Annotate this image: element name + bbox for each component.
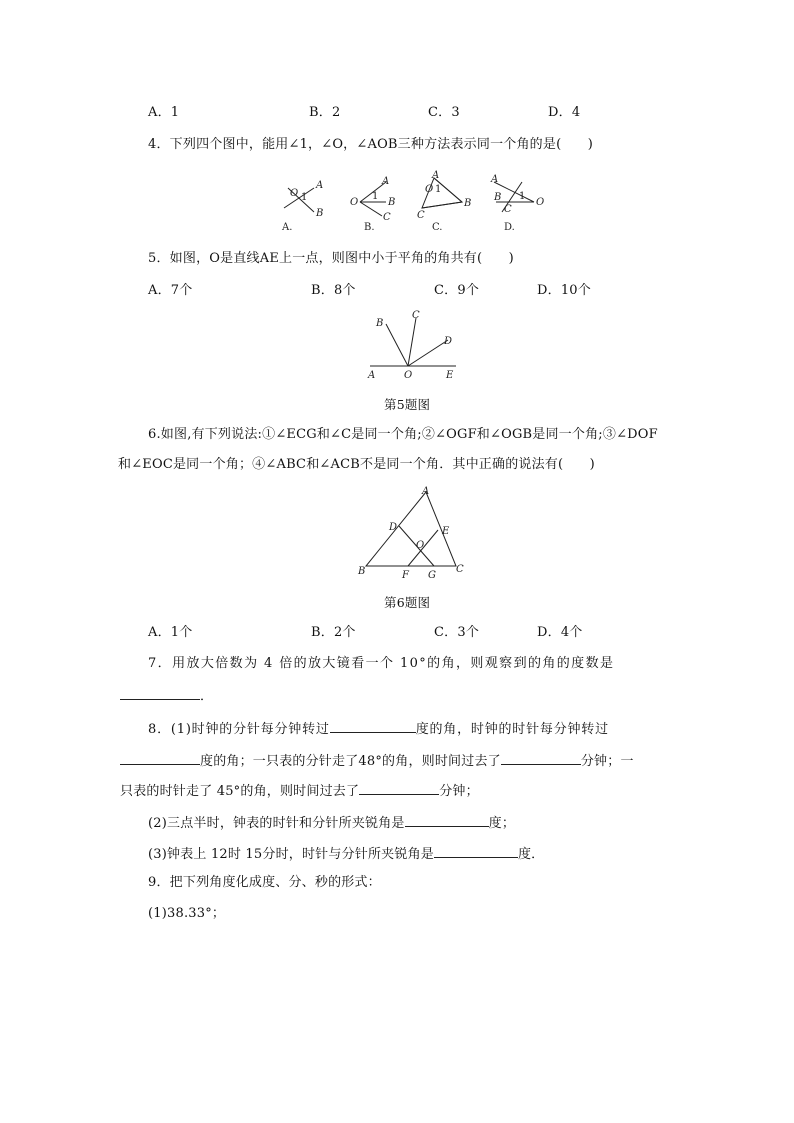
question-8-line2: 度的角；一只表的分针走了48°的角，则时间过去了 分钟；一 bbox=[120, 750, 634, 771]
svg-text:C: C bbox=[456, 564, 464, 575]
q5-option-c: C．9个 bbox=[434, 283, 480, 298]
question-4-text: 4．下列四个图中，能用∠1，∠O，∠AOB三种方法表示同一个角的是( ) bbox=[148, 137, 594, 152]
svg-text:O: O bbox=[404, 370, 413, 381]
svg-text:O: O bbox=[290, 188, 299, 199]
answer-blank[interactable] bbox=[120, 685, 200, 700]
question-6-line1: 6.如图,有下列说法:①∠ECG和∠C是同一个角;②∠OGF和∠OGB是同一个角;③∠DOF bbox=[148, 427, 658, 442]
q4-label-d: D. bbox=[504, 222, 515, 233]
svg-text:1: 1 bbox=[301, 192, 308, 203]
svg-text:A: A bbox=[422, 486, 430, 497]
svg-text:G: G bbox=[428, 570, 436, 581]
q6-option-a: A．1个 bbox=[148, 625, 193, 640]
answer-blank[interactable] bbox=[434, 843, 518, 858]
q5-option-a: A．7个 bbox=[148, 283, 193, 298]
question-9-text: 9．把下列角度化成度、分、秒的形式： bbox=[148, 875, 381, 890]
svg-text:B: B bbox=[376, 318, 384, 329]
svg-text:O: O bbox=[536, 197, 545, 208]
q4-figure-d bbox=[490, 174, 544, 215]
svg-text:O: O bbox=[425, 184, 434, 195]
q6-caption: 第6题图 bbox=[384, 595, 431, 610]
svg-text:A: A bbox=[382, 176, 390, 187]
svg-text:1: 1 bbox=[435, 184, 442, 195]
answer-blank[interactable] bbox=[359, 780, 439, 795]
svg-text:O: O bbox=[350, 197, 359, 208]
q5-caption: 第5题图 bbox=[384, 397, 431, 412]
answer-blank[interactable] bbox=[120, 750, 200, 765]
q4-figure-a bbox=[284, 180, 323, 219]
q4-label-c: C. bbox=[432, 222, 443, 233]
question-5-text: 5．如图，O是直线AE上一点，则图中小于平角的角共有( ) bbox=[148, 251, 514, 266]
answer-blank[interactable] bbox=[405, 812, 489, 827]
option-d: D．4 bbox=[548, 105, 581, 120]
svg-text:E: E bbox=[446, 370, 454, 381]
q4-figure-c bbox=[417, 170, 471, 221]
svg-text:F: F bbox=[402, 570, 409, 581]
svg-text:B: B bbox=[388, 197, 396, 208]
svg-text:B: B bbox=[358, 566, 366, 577]
question-9-item1: (1)38.33°； bbox=[148, 906, 226, 921]
svg-text:A: A bbox=[432, 170, 440, 181]
svg-text:B: B bbox=[494, 192, 502, 203]
question-8-line1: 8．(1)时钟的分针每分钟转过 度的角，时钟的时针每分钟转过 bbox=[148, 718, 609, 739]
question-6-line2: 和∠EOC是同一个角；④∠ABC和∠ACB不是同一个角．其中正确的说法有( ) bbox=[118, 457, 595, 472]
q4-figures bbox=[276, 172, 546, 232]
svg-text:O: O bbox=[416, 540, 425, 551]
answer-blank[interactable] bbox=[501, 750, 581, 765]
question-7-line2: ． bbox=[120, 685, 213, 706]
option-a: A．1 bbox=[148, 105, 180, 120]
svg-text:C: C bbox=[383, 212, 391, 223]
q5-figure bbox=[364, 312, 464, 382]
answer-blank[interactable] bbox=[330, 718, 416, 733]
question-8-line3: 只表的时针走了 45°的角，则时间过去了 分钟； bbox=[120, 780, 479, 801]
q6-option-d: D．4个 bbox=[537, 625, 583, 640]
svg-text:B: B bbox=[316, 208, 324, 219]
q5-option-b: B．8个 bbox=[311, 283, 356, 298]
option-b: B．2 bbox=[309, 105, 341, 120]
question-7-line1: 7．用放大倍数为 4 倍的放大镜看一个 10°的角，则观察到的角的度数是 bbox=[148, 656, 615, 671]
svg-text:B: B bbox=[464, 198, 472, 209]
svg-text:C: C bbox=[417, 210, 425, 221]
svg-text:E: E bbox=[442, 526, 450, 537]
question-8-part2: (2)三点半时，钟表的时针和分针所夹锐角是 度； bbox=[148, 812, 515, 833]
q4-figure-b bbox=[350, 176, 395, 223]
q6-option-b: B．2个 bbox=[311, 625, 356, 640]
q4-label-b: B. bbox=[364, 222, 375, 233]
svg-text:1: 1 bbox=[372, 191, 379, 202]
svg-text:A: A bbox=[368, 370, 376, 381]
q4-label-a: A. bbox=[282, 222, 293, 233]
svg-text:1: 1 bbox=[519, 191, 526, 202]
svg-text:D: D bbox=[389, 522, 398, 533]
q6-figure bbox=[356, 486, 466, 581]
q5-option-d: D．10个 bbox=[537, 283, 591, 298]
question-8-part3: (3)钟表上 12时 15分时，时针与分针所夹锐角是 度． bbox=[148, 843, 544, 864]
svg-text:C: C bbox=[412, 310, 420, 321]
q6-option-c: C．3个 bbox=[434, 625, 480, 640]
svg-text:C: C bbox=[504, 204, 512, 215]
svg-text:A: A bbox=[316, 180, 324, 191]
svg-text:D: D bbox=[444, 336, 453, 347]
svg-text:A: A bbox=[491, 174, 499, 185]
option-c: C．3 bbox=[428, 105, 460, 120]
